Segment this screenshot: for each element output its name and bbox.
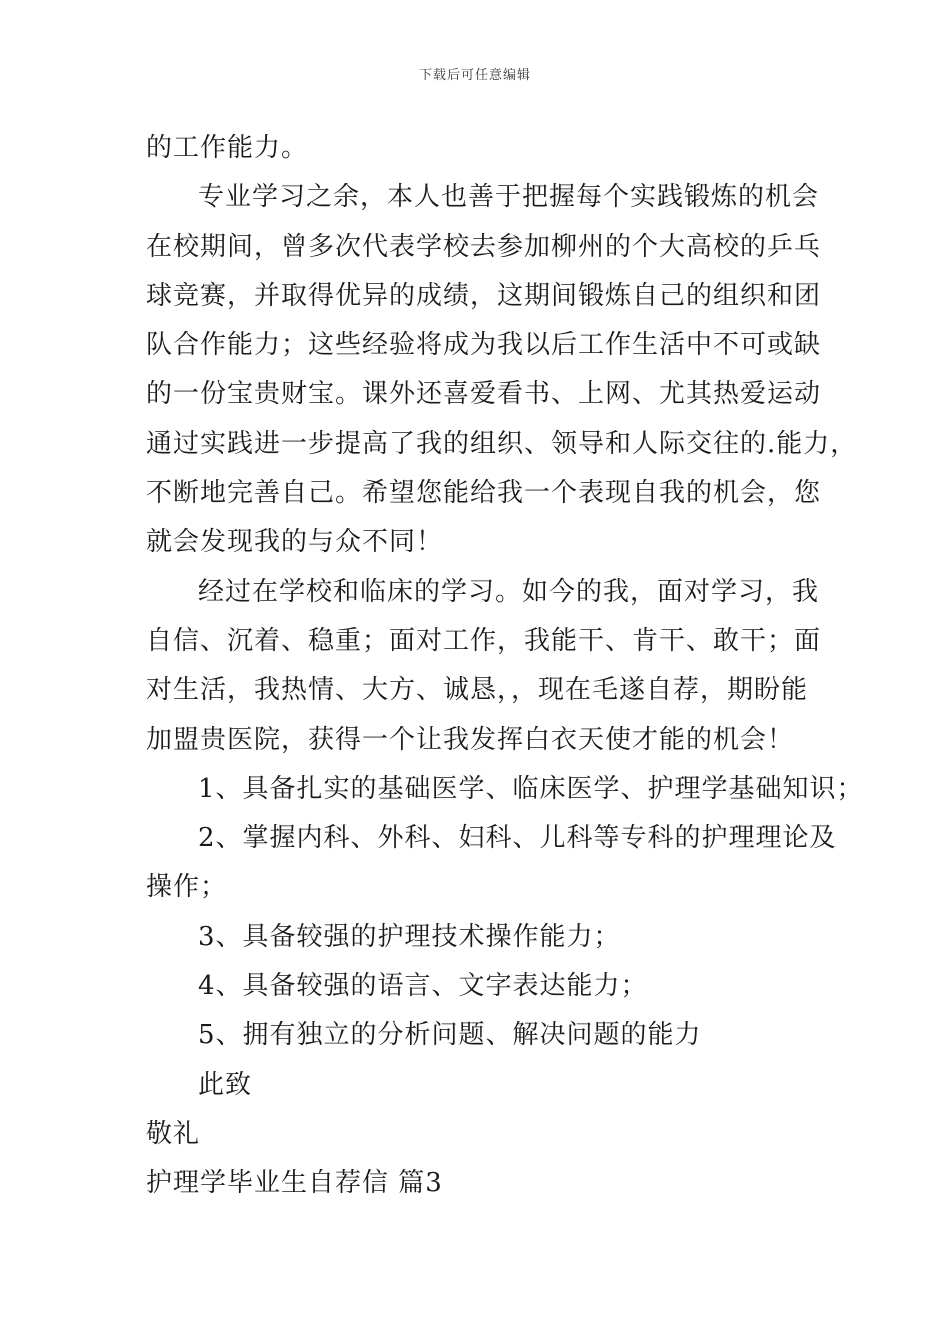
list-item: 2、掌握内科、外科、妇科、儿科等专科的护理理论及 [198,823,837,854]
section-title: 护理学毕业生自荐信 篇3 [146,1168,443,1199]
text-line: 经过在学校和临床的学习。如今的我，面对学习，我 [198,576,820,607]
list-item-continuation: 操作； [146,872,228,903]
text-line: 对生活，我热情、大方、诚恳，，现在毛遂自荐，期盼能 [146,675,809,706]
page-header-note: 下载后可任意编辑 [418,68,531,83]
text-line: 球竞赛，并取得优异的成绩，这期间锻炼自己的组织和团 [146,280,822,311]
document-body [146,124,864,1209]
text-line: 就会发现我的与众不同！ [146,527,444,558]
text-line: 通过实践进一步提高了我的组织、领导和人际交往的.能力， [146,428,858,459]
closing-regards: 敬礼 [146,1118,201,1149]
list-item: 1、具备扎实的基础医学、临床医学、护理学基础知识； [198,773,864,804]
text-line: 自信、沉着、稳重；面对工作，我能干、肯干、敢干；面 [146,625,822,656]
text-line: 加盟贵医院，获得一个让我发挥白衣天使才能的机会！ [146,724,795,755]
text-line: 的工作能力。 [146,133,309,163]
text-line: 队合作能力；这些经验将成为我以后工作生活中不可或缺 [146,330,822,361]
text-line: 专业学习之余，本人也善于把握每个实践锻炼的机会 [198,182,820,213]
list-item: 4、具备较强的语言、文字表达能力； [198,971,648,1002]
text-line: 的一份宝贵财宝。课外还喜爱看书、上网、尤其热爱运动 [146,379,822,410]
closing-salutation: 此致 [198,1069,253,1100]
list-item: 5、拥有独立的分析问题、解决问题的能力 [198,1020,702,1051]
text-line: 不断地完善自己。希望您能给我一个表现自我的机会，您 [146,478,822,509]
text-line: 在校期间，曾多次代表学校去参加柳州的个大高校的乒乓 [146,231,822,262]
list-item: 3、具备较强的护理技术操作能力； [198,921,621,952]
